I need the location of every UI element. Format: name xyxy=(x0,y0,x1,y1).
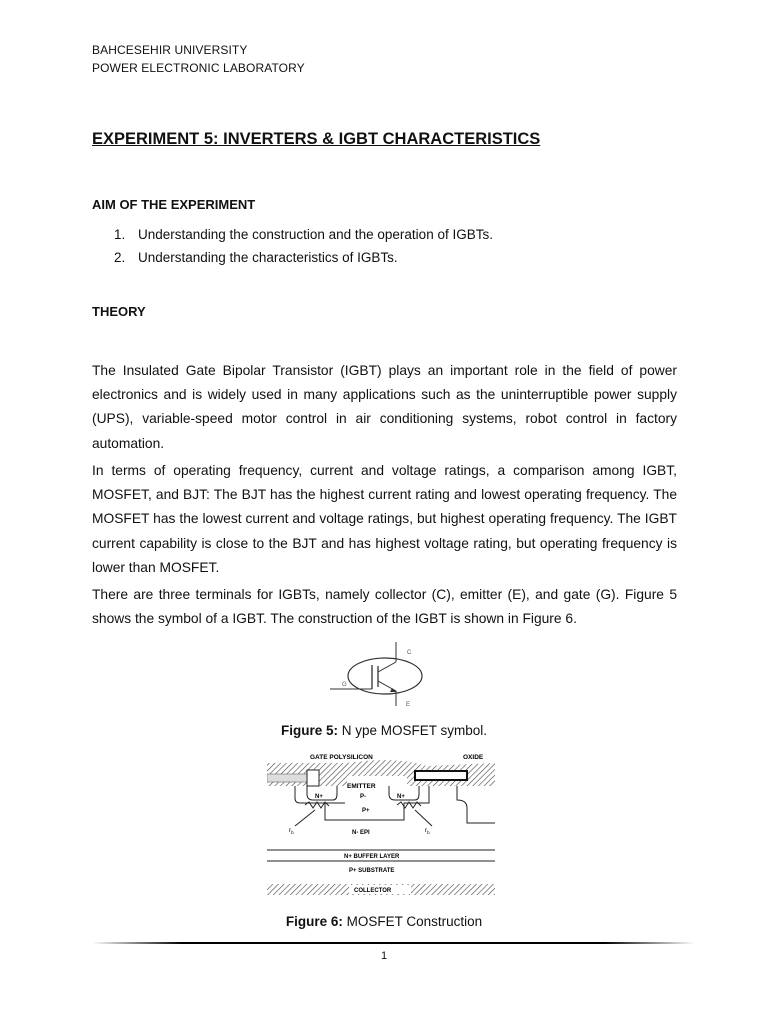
theory-heading: THEORY xyxy=(92,304,146,319)
figure5-caption: Figure 5: N ype MOSFET symbol. xyxy=(280,723,488,738)
label-emitter: EMITTER xyxy=(347,783,376,790)
figure6-caption: Figure 6: MOSFET Construction xyxy=(285,914,483,929)
header-university: BAHCESEHIR UNIVERSITY xyxy=(92,43,248,57)
label-nplus: N+ xyxy=(397,794,405,800)
igbt-construction-diagram xyxy=(267,748,497,898)
terminal-e: E xyxy=(406,702,411,708)
label-rb: $r_b$ xyxy=(425,827,430,835)
page-title: EXPERIMENT 5: INVERTERS & IGBT CHARACTERISTICS xyxy=(92,130,541,148)
terminal-c: C xyxy=(407,650,412,656)
label-buffer: N+ BUFFER LAYER xyxy=(344,854,400,860)
paragraph: The Insulated Gate Bipolar Transistor (IGBT) plays an important role in the field of power electronics and is widely used in many applications such as the uninterruptible power supply (UPS), variable-speed motor control in air conditioning systems, robot control in factory automation. xyxy=(92,363,677,451)
header-lab: POWER ELECTRONIC LABORATORY xyxy=(92,61,305,75)
label-pminus: P- xyxy=(360,794,366,800)
label-nepi: N- EPI xyxy=(352,830,370,836)
footer-divider xyxy=(92,942,695,944)
aim-heading: AIM OF THE EXPERIMENT xyxy=(92,197,256,212)
label-gate: GATE POLYSILICON xyxy=(310,754,373,761)
label-nplus: N+ xyxy=(315,794,323,800)
aim-item: 2. Understanding the characteristics of IGBTs. xyxy=(114,250,398,265)
igbt-symbol xyxy=(330,642,440,708)
label-substrate: P+ SUBSTRATE xyxy=(349,868,395,874)
page-number: 1 xyxy=(380,950,388,962)
paragraph: In terms of operating frequency, current and voltage ratings, a comparison among IGBT, MOSFET, and BJT: The BJT has the highest current rating and lowest operating frequency. The MOSFET has the lowest current and voltage ratings, but highest operating frequency. The IGBT current capability is close to the BJT and has highest voltage rating, but operating frequency is lower than MOSFET. xyxy=(92,463,677,575)
label-rb: $r_b$ xyxy=(289,827,294,835)
paragraph: There are three terminals for IGBTs, namely collector (C), emitter (E), and gate (G). Figure 5 shows the symbol of a IGBT. The construction of the IGBT is shown in Figure 6. xyxy=(92,587,677,627)
label-pplus: P+ xyxy=(362,808,370,814)
terminal-g: G xyxy=(342,682,347,688)
label-oxide: OXIDE xyxy=(463,754,484,761)
label-collector: COLLECTOR xyxy=(354,888,392,894)
aim-item: 1. Understanding the construction and the operation of IGBTs. xyxy=(114,227,493,242)
